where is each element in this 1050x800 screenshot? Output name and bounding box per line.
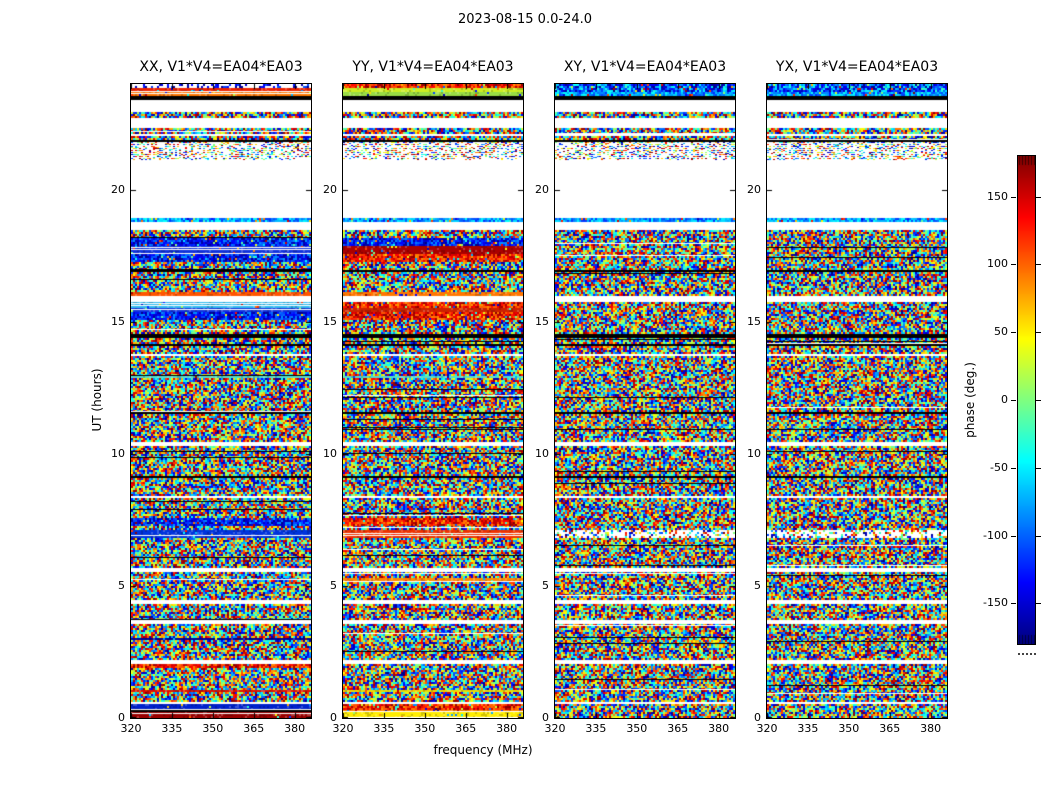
colorbar-tick bbox=[1011, 400, 1016, 401]
x-tick-label: 380 bbox=[708, 722, 730, 735]
x-tick-label: 320 bbox=[120, 722, 142, 735]
colorbar-tick-label: 50 bbox=[994, 325, 1008, 338]
x-tick-label: 365 bbox=[879, 722, 901, 735]
x-tick-label: 365 bbox=[667, 722, 689, 735]
colorbar-tick bbox=[1036, 332, 1041, 333]
colorbar bbox=[1017, 155, 1036, 645]
colorbar-tick bbox=[1036, 536, 1041, 537]
heatmap-panel-xy bbox=[554, 59, 736, 719]
panel-title-xx: XX, V1*V4=EA04*EA03 bbox=[139, 59, 303, 75]
x-tick-label: 335 bbox=[373, 722, 395, 735]
x-tick-label: 335 bbox=[585, 722, 607, 735]
colorbar-extend-dots bbox=[1018, 650, 1036, 655]
y-tick-label: 0 bbox=[118, 711, 125, 724]
colorbar-tick bbox=[1036, 197, 1041, 198]
y-tick-label: 10 bbox=[111, 446, 125, 460]
colorbar-tick-label: -50 bbox=[990, 461, 1008, 474]
colorbar-canvas bbox=[1018, 156, 1035, 644]
colorbar-axis-label: phase (deg.) bbox=[963, 362, 977, 438]
x-tick-label: 320 bbox=[756, 722, 778, 735]
colorbar-tick-label: 100 bbox=[987, 257, 1008, 270]
y-tick-label: 20 bbox=[111, 182, 125, 196]
heatmap-panel-yx bbox=[766, 59, 948, 719]
y-tick-label: 5 bbox=[330, 578, 337, 592]
y-tick-label: 15 bbox=[323, 314, 337, 328]
y-tick-label: 10 bbox=[747, 446, 761, 460]
heatmap-canvas-xx bbox=[131, 84, 311, 718]
colorbar-tick bbox=[1011, 603, 1016, 604]
heatmap-canvas-yy bbox=[343, 84, 523, 718]
colorbar-tick bbox=[1011, 332, 1016, 333]
heatmap-panel-xx bbox=[130, 59, 312, 719]
y-tick-label: 10 bbox=[535, 446, 549, 460]
colorbar-tick bbox=[1011, 197, 1016, 198]
x-tick-label: 335 bbox=[161, 722, 183, 735]
x-tick-label: 365 bbox=[455, 722, 477, 735]
y-tick-label: 15 bbox=[535, 314, 549, 328]
y-tick-label: 10 bbox=[323, 446, 337, 460]
y-tick-label: 0 bbox=[754, 711, 761, 724]
x-tick-label: 335 bbox=[797, 722, 819, 735]
colorbar-tick-label: 150 bbox=[987, 190, 1008, 203]
x-tick-label: 380 bbox=[496, 722, 518, 735]
colorbar-tick bbox=[1036, 264, 1041, 265]
x-tick-label: 380 bbox=[920, 722, 942, 735]
x-axis-label: frequency (MHz) bbox=[433, 743, 533, 757]
y-tick-label: 5 bbox=[542, 578, 549, 592]
x-tick-label: 350 bbox=[414, 722, 436, 735]
colorbar-tick bbox=[1011, 536, 1016, 537]
x-tick-label: 350 bbox=[838, 722, 860, 735]
y-axis-label: UT (hours) bbox=[90, 368, 104, 432]
y-tick-label: 15 bbox=[111, 314, 125, 328]
y-tick-label: 5 bbox=[754, 578, 761, 592]
y-tick-label: 5 bbox=[118, 578, 125, 592]
heatmap-panel-yy bbox=[342, 59, 524, 719]
panel-title-yy: YY, V1*V4=EA04*EA03 bbox=[352, 59, 514, 75]
x-tick-label: 350 bbox=[202, 722, 224, 735]
colorbar-tick bbox=[1036, 400, 1041, 401]
colorbar-tick bbox=[1036, 468, 1041, 469]
colorbar-tick-label: 0 bbox=[1001, 393, 1008, 406]
figure-title: 2023-08-15 0.0-24.0 bbox=[458, 12, 592, 27]
y-tick-label: 20 bbox=[323, 182, 337, 196]
x-tick-label: 350 bbox=[626, 722, 648, 735]
heatmap-canvas-yx bbox=[767, 84, 947, 718]
x-tick-label: 320 bbox=[332, 722, 354, 735]
heatmap-canvas-xy bbox=[555, 84, 735, 718]
y-tick-label: 20 bbox=[535, 182, 549, 196]
x-tick-label: 320 bbox=[544, 722, 566, 735]
y-tick-label: 0 bbox=[542, 711, 549, 724]
y-tick-label: 0 bbox=[330, 711, 337, 724]
x-tick-label: 365 bbox=[243, 722, 265, 735]
y-tick-label: 15 bbox=[747, 314, 761, 328]
colorbar-tick bbox=[1011, 468, 1016, 469]
colorbar-tick bbox=[1011, 264, 1016, 265]
colorbar-tick-label: -100 bbox=[983, 529, 1008, 542]
panel-title-yx: YX, V1*V4=EA04*EA03 bbox=[775, 59, 939, 75]
y-tick-label: 20 bbox=[747, 182, 761, 196]
colorbar-tick-label: -150 bbox=[983, 596, 1008, 609]
x-tick-label: 380 bbox=[284, 722, 306, 735]
panel-title-xy: XY, V1*V4=EA04*EA03 bbox=[563, 59, 727, 75]
colorbar-tick bbox=[1036, 603, 1041, 604]
